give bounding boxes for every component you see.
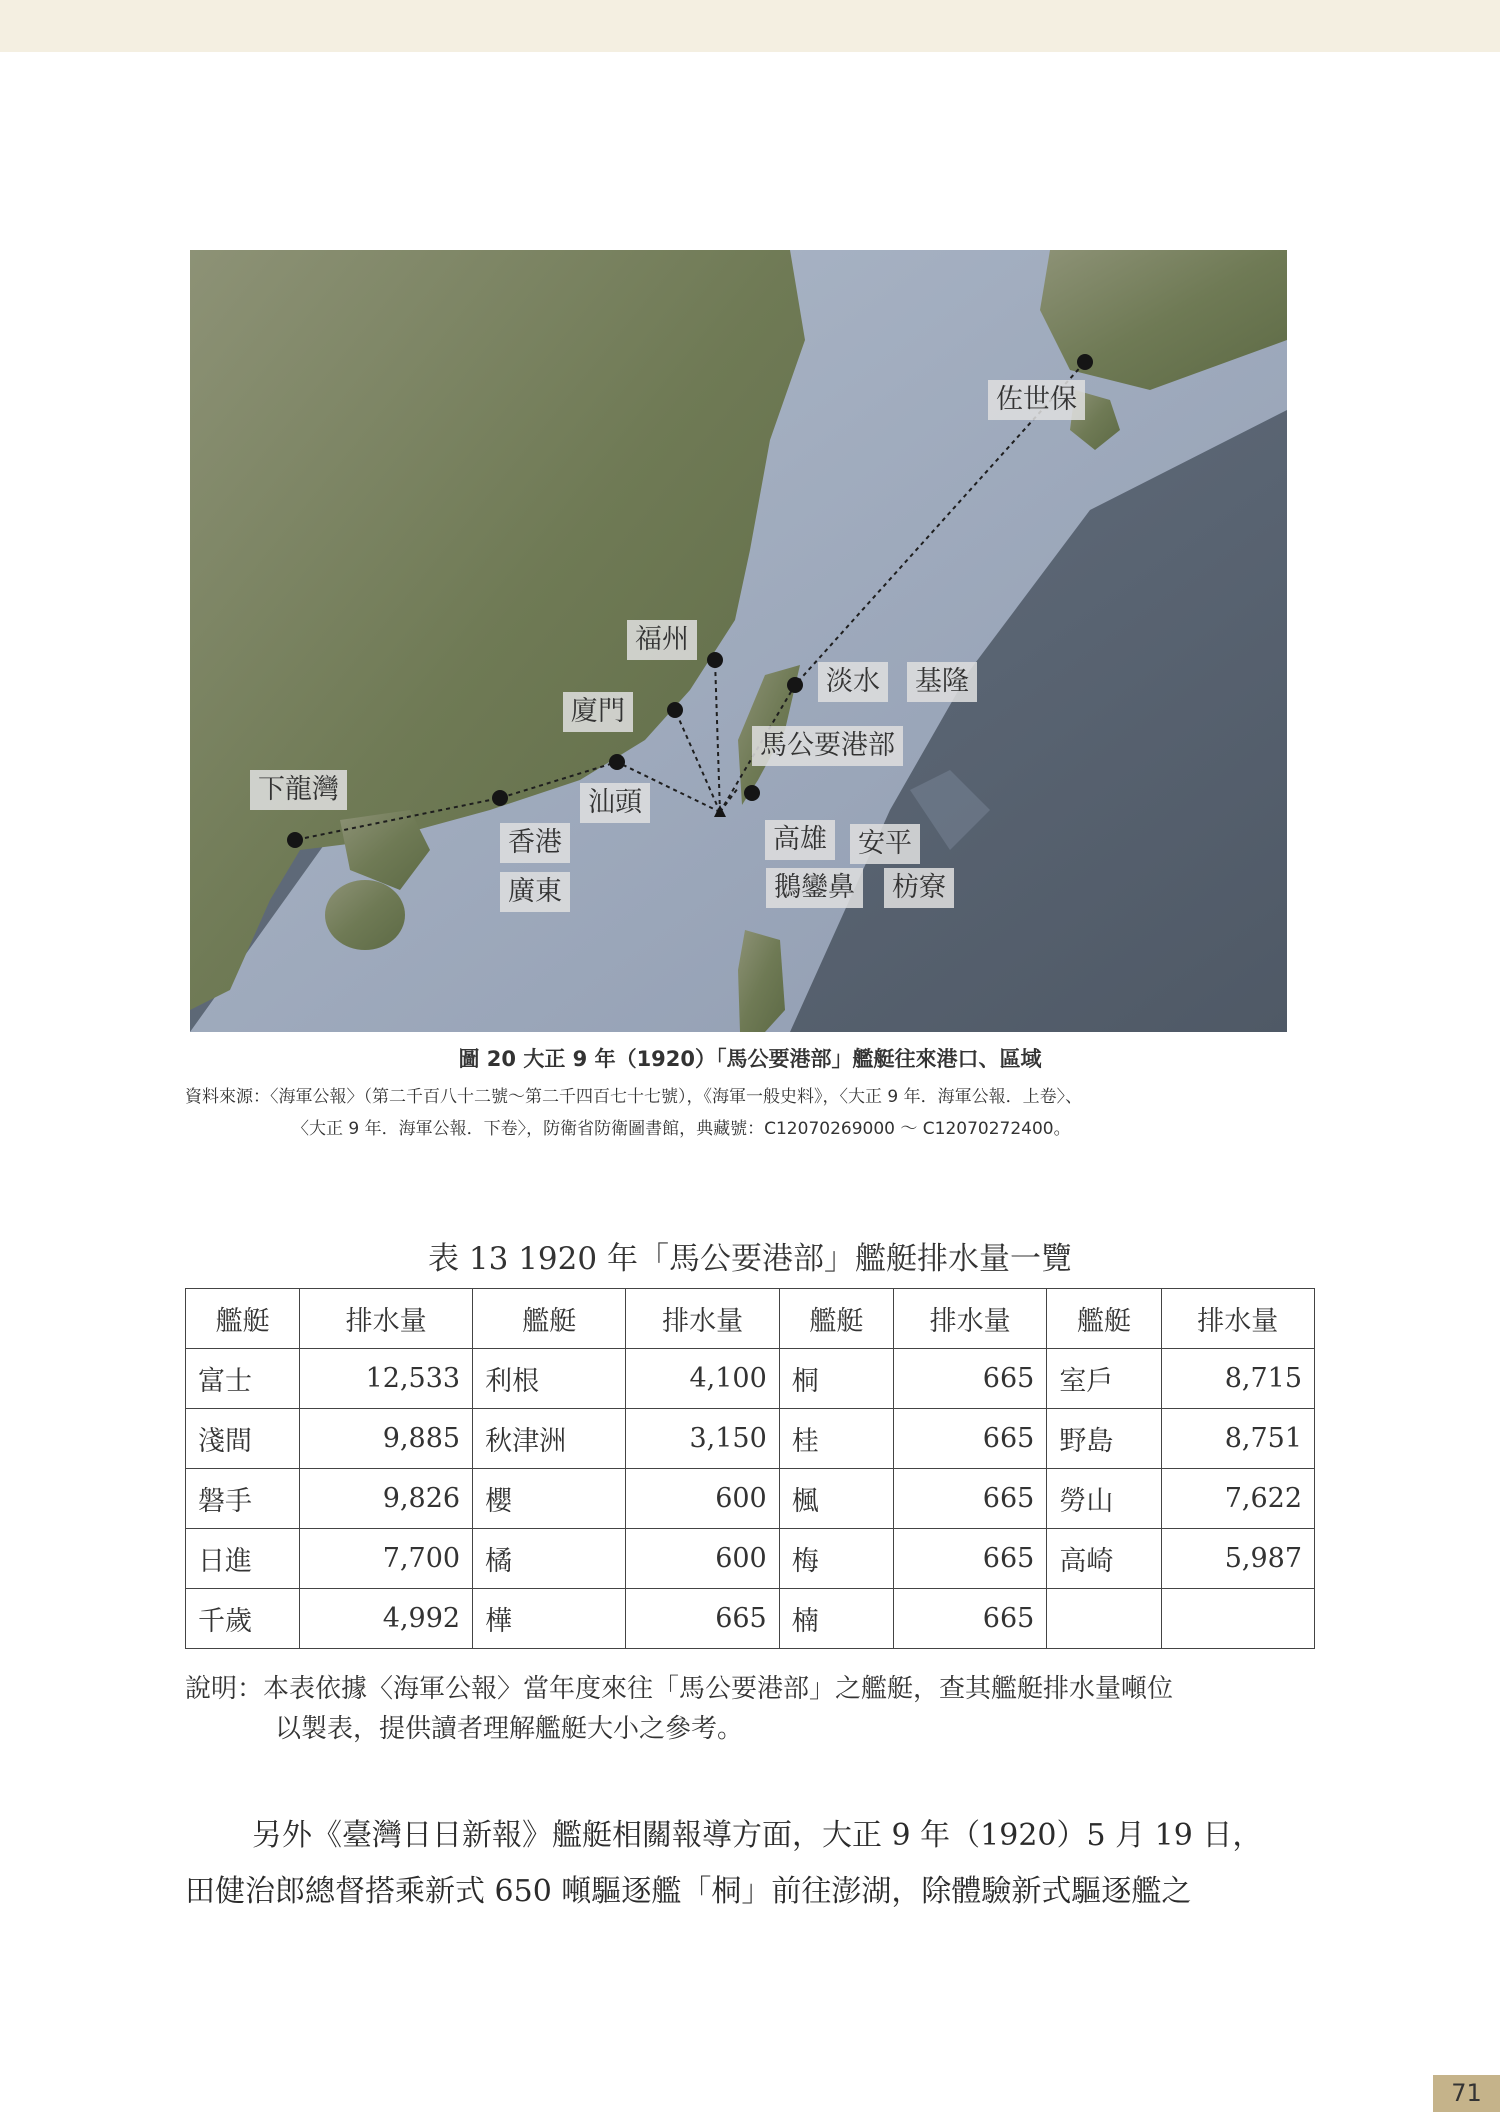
- displacement-value: 3,150: [626, 1409, 779, 1469]
- displacement-value: 600: [626, 1529, 779, 1589]
- displacement-value: 7,700: [300, 1529, 473, 1589]
- table-row: [186, 1529, 1315, 1589]
- ship-name: 櫻: [473, 1469, 626, 1529]
- col-header-ship: 艦艇: [473, 1289, 626, 1349]
- displacement-value: 12,533: [300, 1349, 473, 1409]
- displacement-value: 665: [894, 1349, 1047, 1409]
- ship-name: 橘: [473, 1529, 626, 1589]
- port-tamsui: [787, 677, 803, 693]
- table-row: [186, 1469, 1315, 1529]
- table-note-line-2: 以製表，提供讀者理解艦艇大小之參考。: [275, 1714, 744, 1744]
- port-fuzhou: [707, 652, 723, 668]
- map-label-keelung: 基隆: [907, 662, 977, 702]
- displacement-value: 5,987: [1161, 1529, 1314, 1589]
- body-paragraph-line-1: 另外《臺灣日日新報》艦艇相關報導方面，大正 9 年（1920）5 月 19 日，: [252, 1818, 1263, 1853]
- col-header-ship: 艦艇: [779, 1289, 893, 1349]
- port-shantou: [609, 754, 625, 770]
- ship-name: 淺間: [186, 1409, 300, 1469]
- map-label-kaohsiung: 高雄: [765, 820, 835, 860]
- table-row: [186, 1349, 1315, 1409]
- ship-name: 楓: [779, 1469, 893, 1529]
- col-header-displacement: 排水量: [300, 1289, 473, 1349]
- displacement-value: 665: [626, 1589, 779, 1649]
- ship-name: 高崎: [1047, 1529, 1161, 1589]
- map-label-shantou: 汕頭: [580, 783, 650, 823]
- displacement-value: 665: [894, 1469, 1047, 1529]
- port-xiamen: [667, 702, 683, 718]
- map-label-fangliao: 枋寮: [884, 868, 954, 908]
- table-header-row: [186, 1289, 1315, 1349]
- map-figure: [190, 250, 1287, 1032]
- table-note-line-1: 說明：本表依據〈海軍公報〉當年度來往「馬公要港部」之艦艇，查其艦艇排水量噸位: [185, 1674, 1174, 1704]
- ship-name: 秋津洲: [473, 1409, 626, 1469]
- ship-name: 富士: [186, 1349, 300, 1409]
- page-number: 71: [1433, 2075, 1500, 2112]
- col-header-ship: 艦艇: [1047, 1289, 1161, 1349]
- col-header-displacement: 排水量: [626, 1289, 779, 1349]
- port-xialongwan: [287, 832, 303, 848]
- displacement-value: 665: [894, 1409, 1047, 1469]
- figure-caption: 圖 20 大正 9 年（1920）「馬公要港部」艦艇往來港口、區域: [458, 1047, 1042, 1071]
- displacement-value: 665: [894, 1529, 1047, 1589]
- port-hongkong: [492, 790, 508, 806]
- ship-name: 桐: [779, 1349, 893, 1409]
- ship-name: 千歲: [186, 1589, 300, 1649]
- map-label-anping: 安平: [850, 824, 920, 864]
- displacement-value: 9,826: [300, 1469, 473, 1529]
- map-label-eluanbi: 鵝鑾鼻: [766, 868, 863, 908]
- map-label-xialongwan: 下龍灣: [250, 770, 347, 810]
- map-label-xiamen: 廈門: [563, 692, 633, 732]
- displacement-value: [1161, 1589, 1314, 1649]
- ship-name: [1047, 1589, 1161, 1649]
- displacement-value: 8,751: [1161, 1409, 1314, 1469]
- table-row: [186, 1409, 1315, 1469]
- page-top-band: [0, 0, 1500, 52]
- ship-name: 日進: [186, 1529, 300, 1589]
- displacement-value: 7,622: [1161, 1469, 1314, 1529]
- map-label-hongkong: 香港: [500, 823, 570, 863]
- displacement-value: 4,992: [300, 1589, 473, 1649]
- ship-name: 磐手: [186, 1469, 300, 1529]
- ship-name: 樺: [473, 1589, 626, 1649]
- col-header-displacement: 排水量: [894, 1289, 1047, 1349]
- ship-name: 梅: [779, 1529, 893, 1589]
- displacement-table: [185, 1288, 1315, 1649]
- col-header-ship: 艦艇: [186, 1289, 300, 1349]
- body-paragraph-line-2: 田健治郎總督搭乘新式 650 噸驅逐艦「桐」前往澎湖，除體驗新式驅逐艦之: [185, 1874, 1192, 1909]
- map-graphic: [190, 250, 1287, 1032]
- map-label-tamsui: 淡水: [818, 662, 888, 702]
- figure-source-line-1: 資料來源：〈海軍公報〉（第二千百八十二號～第二千四百七十七號），《海軍一般史料》，〈大正 9 年．海軍公報．上卷〉、: [185, 1087, 1083, 1107]
- figure-source-line-2: 〈大正 9 年．海軍公報．下卷〉，防衛省防衛圖書館，典藏號：C12070269000 ～ C12070272400。: [292, 1119, 1071, 1139]
- displacement-value: 665: [894, 1589, 1047, 1649]
- luzon-island: [738, 930, 785, 1032]
- displacement-value: 8,715: [1161, 1349, 1314, 1409]
- port-kaohsiung: [744, 785, 760, 801]
- map-label-sasebo: 佐世保: [988, 380, 1085, 420]
- displacement-value: 600: [626, 1469, 779, 1529]
- port-sasebo: [1077, 354, 1093, 370]
- map-label-guangdong: 廣東: [500, 872, 570, 912]
- displacement-value: 4,100: [626, 1349, 779, 1409]
- table-row: [186, 1589, 1315, 1649]
- displacement-value: 9,885: [300, 1409, 473, 1469]
- col-header-displacement: 排水量: [1161, 1289, 1314, 1349]
- map-label-mako: 馬公要港部: [752, 726, 903, 766]
- table-title: 表 13 1920 年「馬公要港部」艦艇排水量一覽: [428, 1241, 1072, 1277]
- hainan-island: [325, 880, 405, 950]
- ship-name: 野島: [1047, 1409, 1161, 1469]
- map-label-fuzhou: 福州: [627, 620, 697, 660]
- ship-name: 利根: [473, 1349, 626, 1409]
- ship-name: 楠: [779, 1589, 893, 1649]
- ship-name: 勞山: [1047, 1469, 1161, 1529]
- ship-name: 室戶: [1047, 1349, 1161, 1409]
- ship-name: 桂: [779, 1409, 893, 1469]
